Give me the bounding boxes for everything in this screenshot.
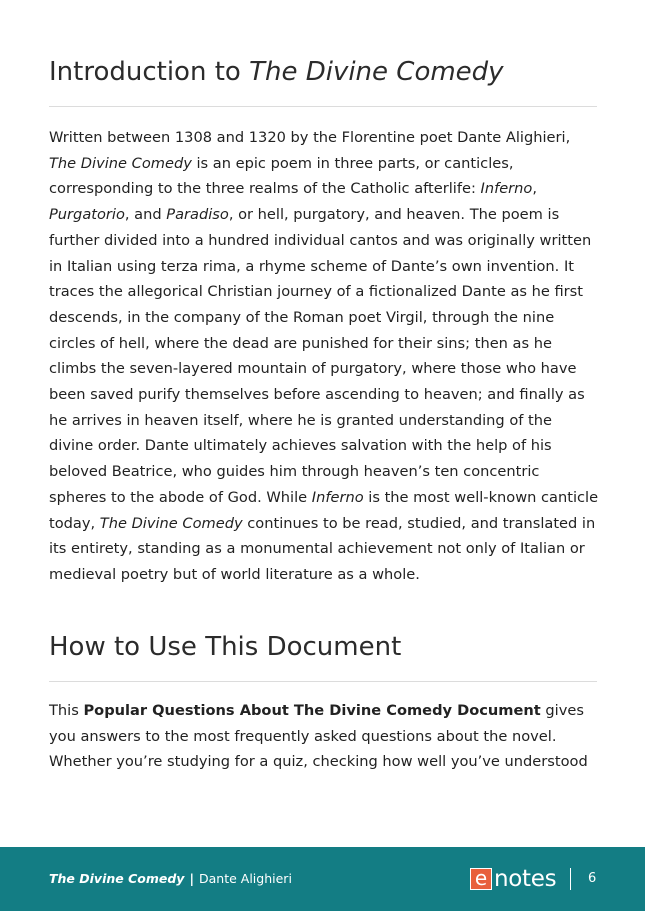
intro-text-5: , or hell, purgatory, and heaven. The poem is further divided into a hundred individual cantos and was originally written in Italian using terza rima, a rhyme scheme of Dante’s own invention. It traces the allegorical Christian journey of a fictionalized Dante as he first descends, in the company of the Roman poet Virgil, through the nine circles of hell, where the dead are punished for their sins; then as he climbs the seven-layered mountain of purgatory, where those who have been saved purify themselves before ascending to heaven; and finally as he arrives in heaven itself, where he is granted understanding of the divine order. Dante ultimately achieves salvation with the help of his beloved Beatrice, who guides him through heaven’s ten concentric spheres to the abode of God. While xyxy=(49,206,592,506)
intro-heading-title: The Divine Comedy xyxy=(249,57,504,87)
enotes-logo[interactable] xyxy=(470,866,556,892)
intro-italic-6: The Divine Comedy xyxy=(99,514,243,532)
howto-paragraph xyxy=(49,698,599,775)
intro-italic-3: Purgatorio xyxy=(49,206,125,224)
footer-book-title: The Divine Comedy xyxy=(49,871,185,886)
intro-paragraph xyxy=(49,125,599,588)
page-footer xyxy=(0,847,645,911)
intro-italic-4: Paradiso xyxy=(166,206,229,224)
intro-text-1: Written between 1308 and 1320 by the Florentine poet Dante Alighieri, xyxy=(49,129,571,146)
intro-text-7: continues to be read, studied, and translated in its entirety, standing as a monumental achievement not only of Italian or medieval poetry but of world literature as a whole. xyxy=(49,514,596,583)
intro-heading-prefix: Introduction to xyxy=(49,57,250,87)
footer-divider xyxy=(570,868,571,890)
intro-italic-2: Inferno xyxy=(480,180,533,198)
howto-bold-title: Popular Questions About The Divine Comedy Document xyxy=(83,702,541,719)
howto-text-2: gives you answers to the most frequently asked questions about the novel. Whether you’re studying for a quiz, checking how well you’ve understood xyxy=(49,702,588,771)
howto-text-1: This xyxy=(49,702,84,719)
intro-divider xyxy=(49,106,597,107)
intro-italic-1: The Divine Comedy xyxy=(49,154,192,172)
intro-text-6: is the most well-known canticle today, xyxy=(49,488,599,532)
intro-heading xyxy=(49,57,504,87)
howto-heading: How to Use This Document xyxy=(49,632,402,662)
intro-text-3: , xyxy=(532,180,538,198)
enotes-logo-wordmark: notes xyxy=(494,866,557,892)
page-number: 6 xyxy=(588,871,597,886)
intro-italic-5: Inferno xyxy=(311,488,364,506)
footer-separator: | xyxy=(189,871,195,886)
howto-divider xyxy=(49,681,597,682)
intro-text-4: , and xyxy=(124,206,167,224)
intro-text-2: is an epic poem in three parts, or canticles, corresponding to the three realms of the Catholic afterlife: xyxy=(49,154,514,198)
footer-book-info xyxy=(49,871,292,886)
enotes-logo-mark: e xyxy=(470,868,492,890)
footer-author: Dante Alighieri xyxy=(199,871,292,886)
